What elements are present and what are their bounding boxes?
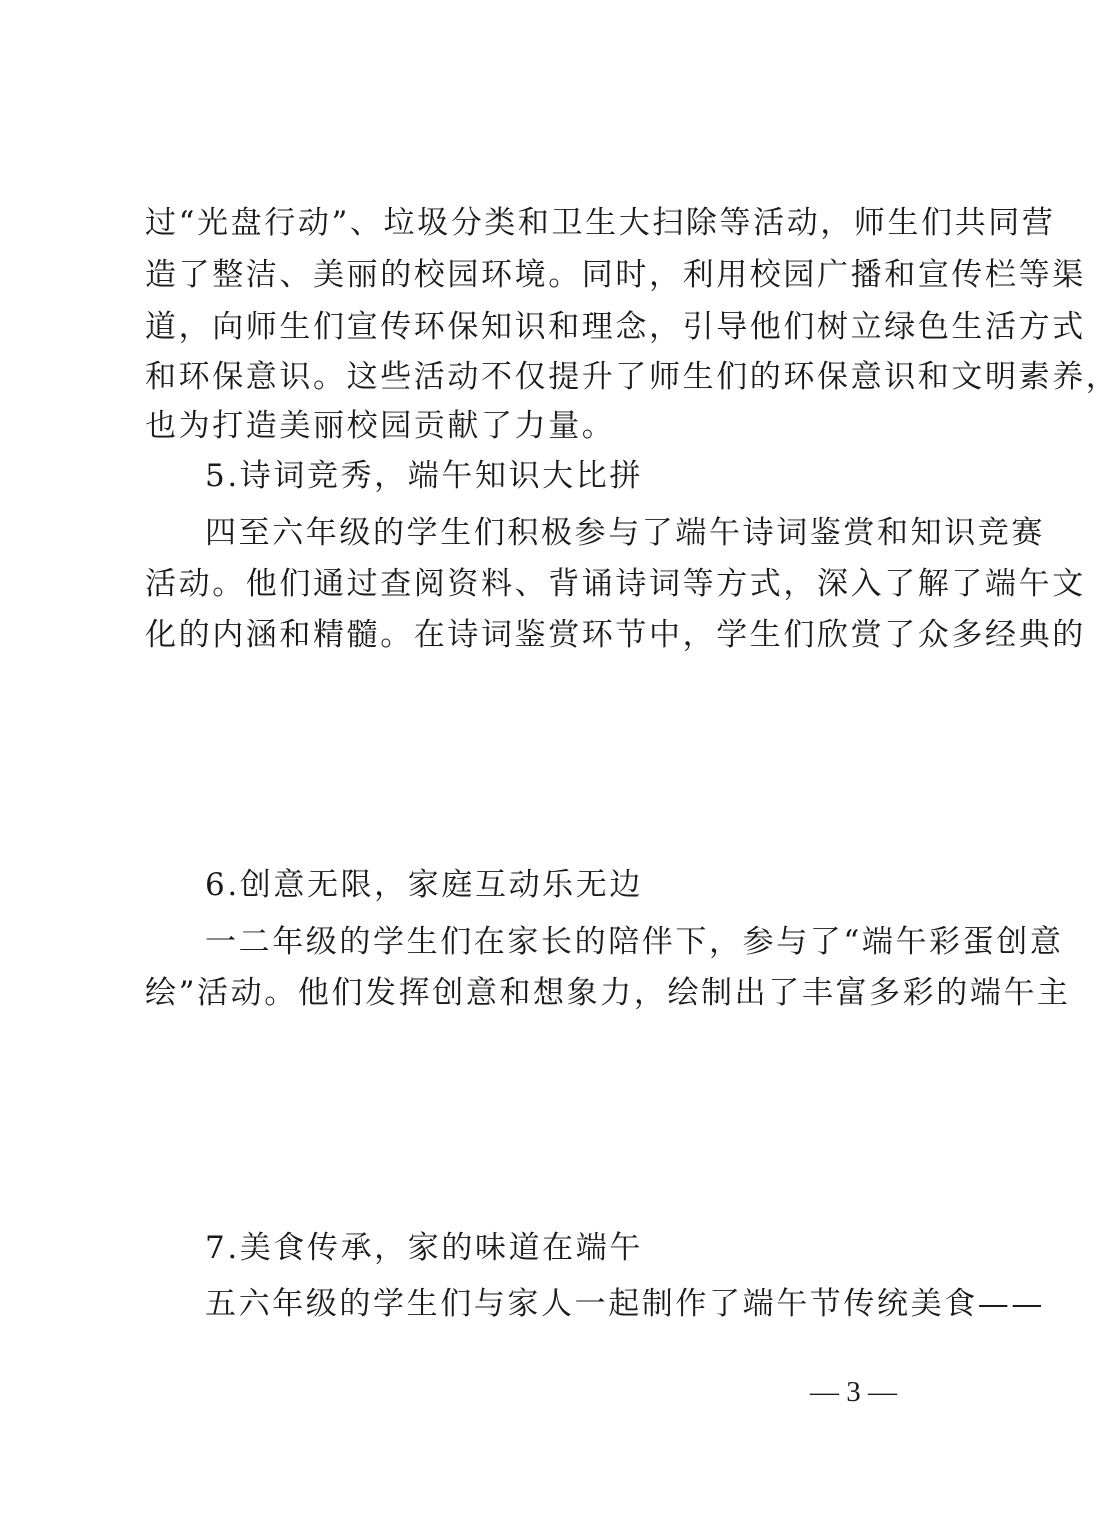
paragraph-line: 造了整洁、美丽的校园环境。同时，利用校园广播和宣传栏等渠 [145,257,1086,293]
page-number: — 3 — [810,1376,897,1408]
paragraph-line: 过“光盘行动”、垃圾分类和卫生大扫除等活动，师生们共同营 [145,205,1056,241]
paragraph-line: 绘”活动。他们发挥创意和想象力，绘制出了丰富多彩的端午主 [145,975,1071,1011]
paragraph-line: 一二年级的学生们在家长的陪伴下，参与了“端午彩蛋创意 [205,924,1064,960]
paragraph-line: 和环保意识。这些活动不仅提升了师生们的环保意识和文明素养， [145,359,1119,395]
paragraph-line: 四至六年级的学生们积极参与了端午诗词鉴赏和知识竞赛 [205,515,1045,551]
section-5-heading: 5.诗词竞秀，端午知识大比拼 [205,458,643,494]
paragraph-line: 化的内涵和精髓。在诗词鉴赏环节中，学生们欣赏了众多经典的 [145,617,1086,653]
paragraph-line: 也为打造美丽校园贡献了力量。 [145,408,616,444]
section-7-heading: 7.美食传承，家的味道在端午 [205,1230,643,1266]
paragraph-line: 道，向师生们宣传环保知识和理念，引导他们树立绿色生活方式 [145,309,1086,345]
paragraph-line: 活动。他们通过查阅资料、背诵诗词等方式，深入了解了端午文 [145,566,1086,602]
section-6-heading: 6.创意无限，家庭互动乐无边 [205,867,643,903]
paragraph-line: 五六年级的学生们与家人一起制作了端午节传统美食—— [205,1286,1045,1322]
